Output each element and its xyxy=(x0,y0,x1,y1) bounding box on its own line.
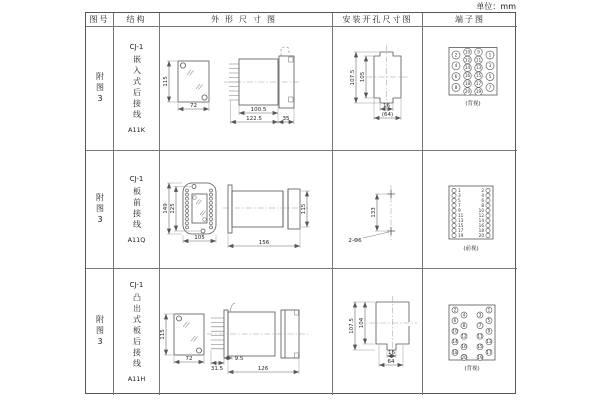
dim-label: 35 xyxy=(282,116,290,122)
terminal-circle xyxy=(485,213,489,217)
terminal-number: 2 xyxy=(453,306,456,312)
terminal-circle xyxy=(186,189,189,192)
mounting-diagram-cell-1 xyxy=(333,27,423,151)
terminal-number: 1 xyxy=(488,52,491,58)
terminal-number: 10 xyxy=(464,49,470,55)
terminal-view-label-3: (背视) xyxy=(463,365,480,372)
terminal-diagram-2 xyxy=(424,151,517,268)
fig-label-1: 附图3 xyxy=(95,71,105,106)
terminal-circle xyxy=(186,222,189,225)
terminal-number: 8 xyxy=(480,202,484,208)
terminal-circle xyxy=(485,218,489,222)
side-view xyxy=(223,185,310,248)
structure-cell-2 xyxy=(114,151,160,269)
terminal-number: 12 xyxy=(478,212,484,218)
terminal-circle xyxy=(451,213,455,217)
terminal-diagram-cell-3 xyxy=(423,269,517,395)
terminal-number: 19 xyxy=(475,88,481,94)
terminal-number: 12 xyxy=(460,333,467,339)
terminal-grid xyxy=(451,188,489,238)
mounting-diagram-2 xyxy=(333,151,422,268)
terminal-number: 6 xyxy=(453,317,456,323)
terminal-circle xyxy=(485,193,489,197)
terminal-number: 11 xyxy=(476,333,483,339)
terminal-circle xyxy=(451,208,455,212)
terminal-circle xyxy=(485,228,489,232)
dim-label: 72 xyxy=(190,103,197,109)
dim-label: 107.5 xyxy=(350,69,356,86)
dim-label: 105 xyxy=(194,235,205,241)
outline-diagram-cell-3 xyxy=(160,269,333,395)
hole-spec-label: 2-Φ6 xyxy=(348,238,362,244)
header-structure: 结构 xyxy=(114,13,160,27)
terminal-number: 19 xyxy=(457,232,463,238)
terminal-number: 17 xyxy=(475,81,481,86)
terminal-circle xyxy=(186,197,189,200)
dim-label: 64 xyxy=(387,358,395,365)
dim-label: 107.5 xyxy=(349,317,355,334)
structure-code-2: A11Q xyxy=(127,236,146,244)
fig-cell-2 xyxy=(86,151,114,269)
terminal-number: 12 xyxy=(464,57,470,63)
terminal-view-label-2: (前视) xyxy=(462,246,479,252)
terminal-number: 4 xyxy=(480,192,484,198)
dim-label: 126 xyxy=(257,365,269,372)
dim-label: 149 xyxy=(163,203,169,214)
front-view xyxy=(163,183,216,243)
terminal-number: 3 xyxy=(488,63,491,69)
structure-cell-3 xyxy=(114,269,160,395)
terminal-circle xyxy=(186,205,189,208)
dim-label: 115 xyxy=(163,76,169,87)
terminal-circle xyxy=(451,218,455,222)
header-fig: 图号 xyxy=(86,13,114,27)
terminal-number: 18 xyxy=(451,349,458,355)
dim-label: 16 xyxy=(388,349,395,356)
terminal-grid xyxy=(452,307,492,360)
terminal-circle xyxy=(451,188,455,192)
terminal-number: 14 xyxy=(451,338,458,344)
terminal-view-label-1: (背视) xyxy=(464,101,481,107)
terminal-number: 17 xyxy=(485,349,492,355)
terminal-number: 1 xyxy=(457,187,461,193)
terminal-number: 3 xyxy=(478,311,481,317)
dim-label: 125 xyxy=(170,203,176,214)
terminal-number: 20 xyxy=(460,354,467,360)
terminal-number: 19 xyxy=(476,354,483,360)
side-view xyxy=(207,303,308,374)
dim-label: 156 xyxy=(258,240,270,246)
terminal-circle xyxy=(485,233,489,237)
terminal-number: 15 xyxy=(457,222,463,228)
terminal-number: 18 xyxy=(478,227,484,233)
fig-cell-3 xyxy=(86,269,114,395)
dim-label: 115 xyxy=(301,203,307,215)
terminal-number: 20 xyxy=(464,88,470,94)
dim-label: 72 xyxy=(185,355,193,362)
terminal-number: 5 xyxy=(487,317,490,323)
terminal-number: 8 xyxy=(462,322,465,328)
model-label-1: CJ-1 xyxy=(129,43,144,51)
terminal-circle xyxy=(186,226,189,229)
terminal-number: 15 xyxy=(476,343,483,349)
terminal-number: 16 xyxy=(478,222,484,228)
terminal-number: 7 xyxy=(478,322,481,328)
terminal-number: 5 xyxy=(457,197,461,203)
terminal-number: 7 xyxy=(457,202,461,208)
terminal-number: 16 xyxy=(460,343,467,349)
dim-label: (64) xyxy=(381,112,394,118)
fig-cell-1 xyxy=(86,27,114,151)
terminal-circle xyxy=(210,210,213,213)
terminal-diagram-3 xyxy=(424,270,517,395)
terminal-number: 9 xyxy=(476,49,480,55)
fig-label-3: 附图3 xyxy=(95,315,105,349)
terminal-grid xyxy=(452,48,494,95)
mounting-diagram-1 xyxy=(333,27,422,150)
terminal-circle xyxy=(451,233,455,237)
terminal-circle xyxy=(451,203,455,207)
front-view xyxy=(163,61,209,111)
terminal-number: 4 xyxy=(454,63,457,69)
terminal-number: 20 xyxy=(478,232,484,238)
terminal-circle xyxy=(451,198,455,202)
outline-diagram-cell-1 xyxy=(160,27,333,151)
dim-label: 105 xyxy=(360,71,366,83)
terminal-number: 13 xyxy=(457,217,463,223)
model-label-2: CJ-1 xyxy=(129,175,144,183)
terminal-circle xyxy=(485,188,489,192)
structure-cell-1 xyxy=(114,27,160,151)
outline-diagram-2 xyxy=(160,151,332,268)
terminal-circle xyxy=(210,201,213,204)
terminal-number: 17 xyxy=(457,227,463,233)
terminal-circle xyxy=(210,214,213,217)
terminal-circle xyxy=(210,197,213,200)
fig-label-2: 附图3 xyxy=(95,192,105,227)
terminal-number: 14 xyxy=(464,65,470,71)
terminal-diagram-cell-2 xyxy=(423,151,517,269)
terminal-circle xyxy=(186,214,189,217)
terminal-number: 10 xyxy=(451,328,458,334)
outline-diagram-3 xyxy=(160,270,332,395)
terminal-circle xyxy=(210,222,213,225)
terminal-circle xyxy=(186,218,189,221)
terminal-circle xyxy=(210,218,213,221)
terminal-number: 11 xyxy=(457,212,463,218)
terminal-number: 13 xyxy=(485,338,492,344)
terminal-number: 14 xyxy=(478,217,484,223)
dim-label: 16 xyxy=(383,103,390,109)
structure-code-1: A11K xyxy=(128,126,145,134)
terminal-number: 9 xyxy=(457,207,461,213)
dim-label: 115 xyxy=(160,328,166,340)
terminal-circle xyxy=(451,228,455,232)
mounting-diagram-cell-2 xyxy=(333,151,423,269)
terminal-diagram-cell-1 xyxy=(423,27,517,151)
mounting-diagram-cell-3 xyxy=(333,269,423,395)
terminal-circle xyxy=(451,223,455,227)
terminal-number: 6 xyxy=(480,197,484,203)
terminal-number: 9 xyxy=(487,328,490,334)
terminal-number: 13 xyxy=(475,65,481,71)
dim-label: 122.5 xyxy=(246,116,262,122)
structure-desc-2: 板前接线 xyxy=(132,187,142,231)
terminal-number: 2 xyxy=(454,52,457,58)
dim-label: 100.5 xyxy=(250,107,267,113)
terminal-circle xyxy=(210,193,213,196)
terminal-circle xyxy=(186,210,189,213)
terminal-number: 5 xyxy=(488,74,491,79)
terminal-circle xyxy=(451,193,455,197)
terminal-circle xyxy=(210,189,213,192)
front-view xyxy=(160,314,204,364)
structure-code-3: A11H xyxy=(127,375,146,383)
terminal-number: 7 xyxy=(488,84,491,90)
model-label-3: CJ-1 xyxy=(129,281,144,289)
terminal-number: 18 xyxy=(464,81,470,86)
header-mounting: 安装开孔尺寸图 xyxy=(333,13,423,27)
terminal-circle xyxy=(186,201,189,204)
header-terminal: 端子图 xyxy=(423,13,517,27)
outline-diagram-1 xyxy=(160,27,332,150)
dim-label: 9.5 xyxy=(234,355,244,362)
unit-label: 单位：mm xyxy=(476,2,516,11)
mounting-diagram-3 xyxy=(333,270,422,395)
terminal-number: 3 xyxy=(457,192,461,198)
dim-label: 31.5 xyxy=(210,365,224,372)
terminal-circle xyxy=(210,226,213,229)
structure-desc-1: 嵌入式后接线 xyxy=(132,55,142,121)
header-outline: 外形尺寸图 xyxy=(160,13,333,27)
terminal-circle xyxy=(210,205,213,208)
outline-diagram-cell-2 xyxy=(160,151,333,269)
terminal-number: 6 xyxy=(454,74,457,79)
terminal-number: 8 xyxy=(454,84,457,90)
terminal-circle xyxy=(485,223,489,227)
terminal-diagram-1 xyxy=(424,27,517,150)
terminal-number: 1 xyxy=(487,306,490,312)
terminal-circle xyxy=(485,198,489,202)
terminal-number: 10 xyxy=(478,207,484,213)
dim-label: 104 xyxy=(359,317,365,328)
terminal-number: 16 xyxy=(464,73,470,79)
terminal-number: 15 xyxy=(475,73,481,79)
terminal-number: 2 xyxy=(480,187,484,193)
structure-desc-3: 凸出式板后接线 xyxy=(132,293,142,370)
dim-label: 133 xyxy=(371,207,377,218)
terminal-number: 4 xyxy=(462,311,465,317)
dimension-table xyxy=(85,12,516,394)
side-view xyxy=(224,47,300,124)
terminal-number: 11 xyxy=(475,57,481,63)
terminal-circle xyxy=(485,203,489,207)
terminal-circle xyxy=(186,193,189,196)
terminal-circle xyxy=(485,208,489,212)
